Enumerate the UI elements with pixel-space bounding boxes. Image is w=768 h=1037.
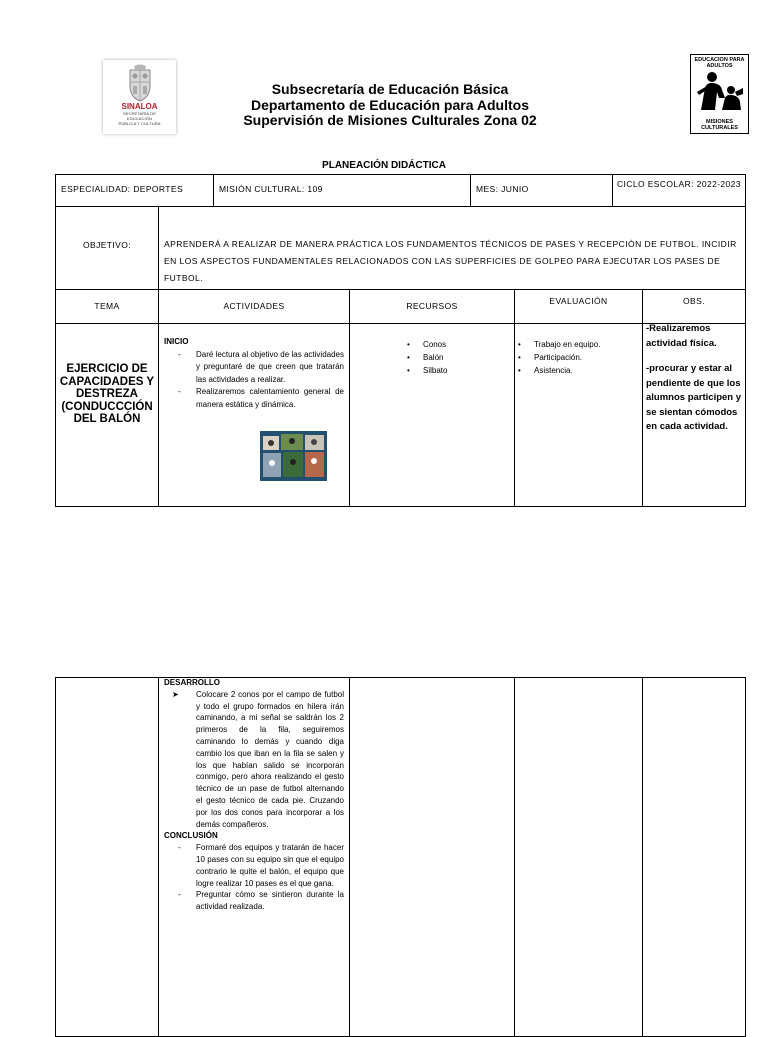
obs-text	[646, 322, 744, 435]
sports-photo-collage	[260, 431, 327, 481]
coat-of-arms-icon	[125, 64, 155, 102]
list-item: • Conos	[407, 340, 447, 349]
list-item: ➤ Colocare 2 conos por el campo de futbol y todo el grupo formados en hilera irán caminando, a mi señal se saldrán los 2 primeros de la fila, seguiremos caminando lo demás y cuando diga cambio los que iban en la fila se salen y los que habían salido se incorporan conmigo, pero ahora realizando el gesto técnico de un pase de futbol alternando el gesto técnico de cada pie. Cruzando por los dos conos para incorporar a los demás compañeros.	[172, 689, 344, 829]
logo-right-top-text: EDUCACION PARA ADULTOS	[694, 57, 745, 69]
people-silhouette-icon	[695, 70, 745, 112]
p2-obs-cell	[642, 677, 746, 1037]
document-header	[190, 82, 590, 129]
tema-text: EJERCICIO DE CAPACIDADES Y DESTREZA (CONDUCCCIÓN DEL BALÓN	[59, 363, 155, 425]
conclusion-list	[164, 842, 344, 913]
obs-paragraph-1: -Realizaremos actividad física.	[646, 323, 717, 349]
logo-line-3: PÚBLICA Y CULTURA	[118, 121, 161, 126]
evaluacion-header: EVALUACIÓN	[549, 296, 608, 306]
logo-line-1: SECRETARÍA DE	[122, 111, 156, 116]
recursos-header: RECURSOS	[406, 301, 458, 311]
list-item: • Balón	[407, 353, 444, 362]
obs-paragraph-2: -procurar y estar al pendiente de que los alumnos participen y se sientan cómodos en cada actividad.	[646, 363, 742, 432]
recursos-list	[405, 338, 505, 377]
p2-recursos-cell	[349, 677, 515, 1037]
inicio-section	[164, 336, 344, 411]
col-head-evaluacion	[514, 289, 643, 324]
bullet-icon: •	[518, 340, 521, 349]
col-head-obs	[642, 289, 746, 324]
list-item: - Formaré dos equipos y tratarán de hacer 10 pases con su equipo sin que el equipo contrario le quite el balón, el equipo que logre realizar 10 pases es el que gana.	[178, 843, 344, 888]
tema-header: TEMA	[94, 301, 120, 311]
evaluacion-list	[516, 338, 640, 377]
list-item: • Participación.	[518, 353, 583, 362]
mision-text: MISIÓN CULTURAL: 109	[219, 184, 323, 194]
dash-bullet-icon: -	[178, 890, 181, 900]
logo-line-2: EDUCACIÓN	[127, 116, 152, 121]
list-item: - Daré lectura al objetivo de las actividades y preguntaré de que creen que tratarán las actividades a realizar.	[178, 349, 344, 384]
misiones-culturales-logo	[690, 54, 749, 134]
inicio-heading: INICIO	[164, 337, 189, 346]
p2-tema-cell	[55, 677, 159, 1037]
header-line-2: Departamento de Educación para Adultos	[251, 96, 529, 113]
list-item: • Asistencia.	[518, 366, 573, 375]
list-item: - Realizaremos calentamiento general de manera estática y dinámica.	[178, 387, 344, 409]
bullet-icon: •	[407, 366, 410, 375]
bullet-icon: •	[518, 353, 521, 362]
logo-state-name: SINALOA	[121, 102, 158, 111]
objetivo-label: OBJETIVO:	[83, 240, 131, 250]
inicio-list	[164, 349, 344, 412]
dash-bullet-icon: -	[178, 349, 181, 359]
especialidad-text: ESPECIALIDAD: DEPORTES	[61, 184, 184, 194]
dash-bullet-icon: -	[178, 843, 181, 853]
objetivo-text: APRENDERÁ A REALIZAR DE MANERA PRÁCTICA LOS FUNDAMENTOS TÉCNICOS DE PASES Y RECEPCIÓN DE FUTBOL. INCIDIR EN LOS ASPECTOS FUNDAMENTALES RELACIONADOS CON LAS SUPERFICIES DE GOLPEO PARA EJECUTAR LOS PASES DE FUTBOL.	[164, 239, 737, 283]
header-line-3: Supervisión de Misiones Culturales Zona 02	[243, 112, 537, 128]
logo-right-bottom-text: MISIONES CULTURALES	[701, 119, 738, 131]
arrow-bullet-icon: ➤	[172, 689, 179, 699]
list-item: - Preguntar cómo se sintieron durante la actividad realizada.	[178, 890, 344, 912]
sinaloa-sep-logo	[103, 60, 176, 134]
obs-header: OBS.	[683, 296, 705, 306]
bullet-icon: •	[407, 353, 410, 362]
bullet-icon: •	[407, 340, 410, 349]
bullet-icon: •	[518, 366, 521, 375]
desarrollo-list	[164, 689, 344, 831]
p2-evaluacion-cell	[514, 677, 643, 1037]
dash-bullet-icon: -	[178, 387, 181, 396]
actividades-header: ACTIVIDADES	[223, 301, 285, 311]
document-title: PLANEACIÓN DIDÁCTICA	[322, 160, 446, 171]
photo-collage-image	[260, 431, 327, 481]
ciclo-text: CICLO ESCOLAR: 2022-2023	[617, 179, 741, 189]
desarrollo-section	[164, 677, 344, 913]
list-item: • Silbato	[407, 366, 448, 375]
list-item: • Trabajo en equipo.	[518, 340, 601, 349]
header-line-1: Subsecretaría de Educación Básica	[271, 81, 509, 97]
conclusion-heading: CONCLUSIÓN	[164, 831, 218, 841]
desarrollo-heading: DESARROLLO	[164, 678, 220, 687]
mes-text: MES: JUNIO	[476, 184, 529, 194]
